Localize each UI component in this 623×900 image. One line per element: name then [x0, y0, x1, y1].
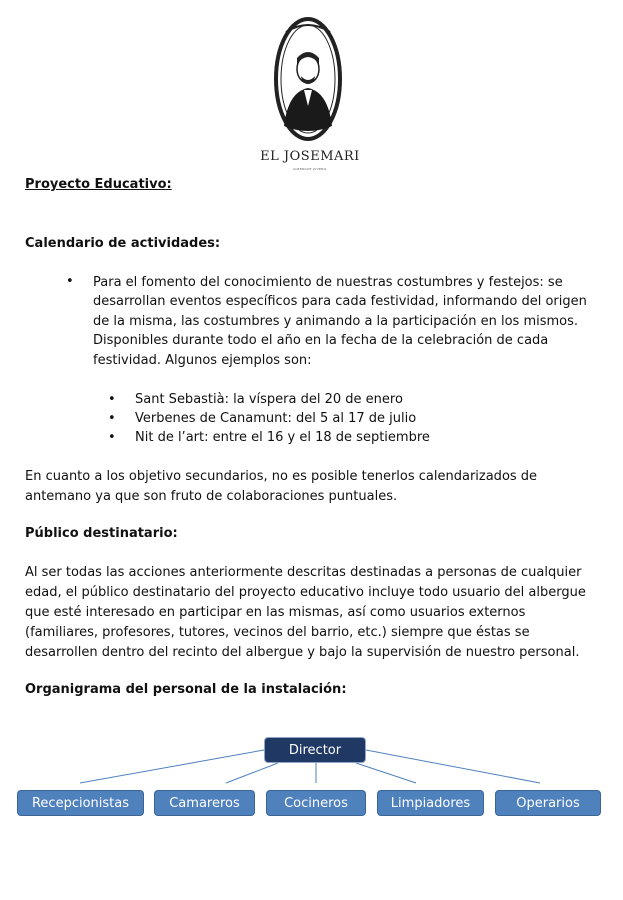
org-box-recepcionistas: Recepcionistas [17, 790, 144, 816]
example-text: Sant Sebastià: la víspera del 20 de enero [135, 392, 403, 407]
example-text: Nit de l’art: entre el 16 y el 18 de septiembre [135, 430, 430, 445]
heading-activities-calendar: Calendario de actividades: [25, 236, 221, 251]
org-box-limpiadores: Limpiadores [377, 790, 484, 816]
heading-org-chart: Organigrama del personal de la instalación: [25, 682, 347, 697]
example-item [108, 428, 430, 447]
logo [258, 14, 362, 174]
bullet-symbol: • [66, 274, 74, 289]
bullet-text: Para el fomento del conocimiento de nuestras costumbres y festejos: se desarrollan eventos específicos para cada festividad, informando del origen de la misma, las costumbres y animando a la participación en los mismos. Disponibles durante todo el año en la fecha de la celebración de cada festividad. Algunos ejemplos son: [93, 275, 587, 368]
secondary-paragraph: En cuanto a los objetivo secundarios, no es posible tenerlos calendarizados de antemano ya que son fruto de colaboraciones puntuales. [25, 469, 538, 504]
org-box-cocineros: Cocineros [266, 790, 366, 816]
org-box-operarios: Operarios [495, 790, 601, 816]
example-item [108, 390, 403, 409]
sub-bullet-symbol: • [108, 411, 116, 426]
logo-subtitle: ALBERGUE JUVENIL [293, 167, 327, 171]
sub-bullet-symbol: • [108, 430, 116, 445]
org-box-director: Director [264, 737, 366, 763]
org-box-camareros: Camareros [154, 790, 255, 816]
example-text: Verbenes de Canamunt: del 5 al 17 de julio [135, 411, 417, 426]
portrait-oval-icon [272, 14, 344, 144]
audience-paragraph: Al ser todas las acciones anteriormente descritas destinadas a personas de cualquier edad, el público destinatario del proyecto educativo incluye todo usuario del albergue que esté interesado en participar en las mismas, así como usuarios externos (familiares, profesores, tutores, vecinos del barrio, etc.) siempre que éstas se desarrollen dentro del recinto del albergue y bajo la supervisión de nuestro personal. [25, 565, 586, 660]
heading-educational-project: Proyecto Educativo: [25, 177, 172, 192]
logo-name: EL JOSEMARI [260, 149, 360, 164]
org-chart [0, 730, 623, 830]
example-item [108, 409, 416, 428]
heading-audience: Público destinatario: [25, 526, 178, 541]
sub-bullet-symbol: • [108, 392, 116, 407]
